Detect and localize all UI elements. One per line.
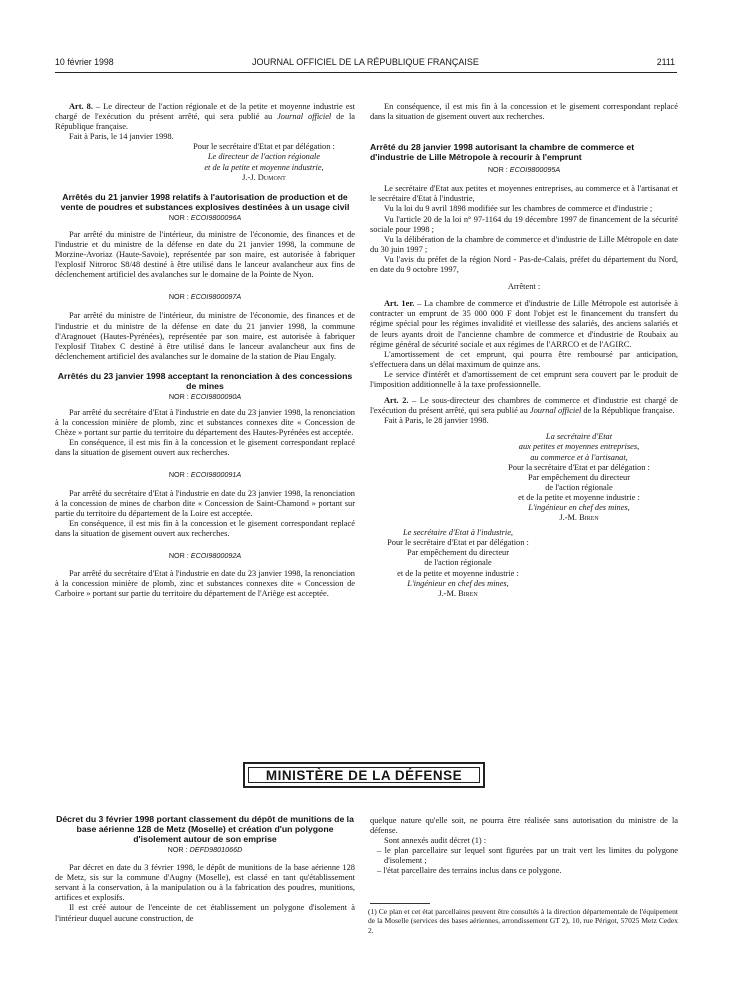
article-2: Art. 2. – Le sous-directeur des chambres de commerce et d'industrie est chargé de l'exécution du présent arrêté, qui sera publié au Journal officiel de la République française. [370,396,678,416]
nor-reference: NOR : ECOI9800092A [168,551,242,560]
annex-list [370,846,678,876]
decree-title: Décret du 3 février 1998 portant classement du dépôt de munitions de la base aérienne 128 de Metz (Moselle) et création d'un polygone d'isolement autour de son emprise [56,814,354,844]
visa: Vu la délibération de la chambre de commerce et d'industrie de Lille Métropole en date du 30 juin 1997 ; [370,234,678,254]
page-number: 2111 [656,57,675,67]
header-date: 10 février 1998 [55,57,114,67]
paragraph: Par décret en date du 3 février 1998, le dépôt de munitions de la base aérienne 128 de Metz, sis sur la commune d'Augny (Moselle), est classé en tant qu'établissement servant à la conservation, à la manipulation ou à la fabrication des poudres, munitions, artifices et explosifs. [55,863,355,903]
visa: Vu la loi du 9 avril 1898 modifiée sur les chambres de commerce et d'industrie ; [384,204,653,214]
article-1: Art. 1er. – La chambre de commerce et d'industrie de Lille Métropole est autorisée à contracter un emprunt de 35 000 000 F dont l'objet est le financement du transfert du régime spécial pour les régimes invalidité et vieillesse des salariés, des anciens salariés et de leurs ayants droit de l'ancienne chambre de commerce et d'industrie de Roubaix au régime général de sécurité sociale et aux régimes de l'ARRCO et de l'AGIRC. [370,299,678,349]
left-column-top [55,102,355,599]
fait-a-paris: Fait à Paris, le 28 janvier 1998. [384,416,489,426]
footnote: (1) Ce plan et cet état parcellaires peuvent être consultés à la direction départementale de l'équipement de la Moselle (services des bases aériennes, arrondissement GT 2), 10, rue Périgot, 57025 Metz Cedex 2. [368,907,678,935]
section-title-explosives: Arrêtés du 21 janvier 1998 relatifs à l'autorisation de production et de vente de poudres et substances explosives destinées à un usage civil [60,191,350,212]
nor-reference: NOR : ECOI9800095A [487,165,561,175]
section-title-mines: Arrêtés du 23 janvier 1998 acceptant la renonciation à des concessions de mines [57,370,353,391]
paragraph: L'amortissement de cet emprunt, qui pourra être remboursé par anticipation, s'effectuera dans un délai maximum de quinze ans. [370,349,678,369]
left-column-bottom [55,814,355,924]
visa: Vu l'avis du préfet de la région Nord - Pas-de-Calais, préfet du département du Nord, en date du 9 octobre 1997, [370,254,678,275]
paragraph: En conséquence, il est mis fin à la concession et le gisement correspondant replacé dans la situation de gisement ouvert aux recherches. [370,102,678,122]
paragraph: Le service d'intérêt et d'amortissement de cet emprunt sera couvert par le produit de l'imposition additionnelle à la taxe professionnelle. [370,369,678,389]
paragraph: Par arrêté du secrétaire d'Etat à l'industrie en date du 23 janvier 1998, la renonciation à la concession de mines de charbon dite « Concession de Saint-Chamond » portant sur partie du territoire du département de la Loire est acceptée. [55,488,355,518]
paragraph: quelque nature qu'elle soit, ne pourra être réalisée sans autorisation du ministre de la défense. [370,816,678,836]
signature-block: Pour le secrétaire d'Etat et par délégation : Le directeur de l'action régionale et de la petite et moyenne industrie, J.-J. Dumont [193,142,335,182]
signature-block-a: La secrétaire d'Etat aux petites et moyennes entreprises, au commerce et à l'artisanat, Pour la secrétaire d'Etat et par délégation : Par empêchement du directeur de l'action régionale et de la petite et moyenne industrie : L'ingénieur en chef des mines, J.-M. Biren [508,432,650,523]
right-column-top [370,102,678,599]
footnote-rule [370,903,430,904]
paragraph: Par arrêté du secrétaire d'Etat à l'industrie en date du 23 janvier 1998, la renonciation à la concession minière de plomb, zinc et substances connexes dite « Concession de Carboire » portant sur partie du territoire du département de l'Ariège est acceptée. [55,569,355,599]
paragraph: En conséquence, il est mis fin à la concession et le gisement correspondant replacé dans la situation de gisement ouvert aux recherches. [55,518,355,538]
ministry-heading: MINISTÈRE DE LA DÉFENSE [243,762,485,788]
signature-block-b: Le secrétaire d'Etat à l'industrie, Pour le secrétaire d'Etat et par délégation : Par empêchement du directeur de l'action régionale et de la petite et moyenne industrie : L'ingénieur en chef des mines, J.-M. Biren [387,528,529,598]
right-column-bottom [370,816,678,877]
annex-intro: Sont annexés audit décret (1) : [384,836,487,846]
header-rule [55,72,677,73]
paragraph: Par arrêté du secrétaire d'Etat à l'industrie en date du 23 janvier 1998, la renonciation à la concession minière de plomb, zinc et substances connexes dite « Concession de Chèze » portant sur partie du territoire du département des Hautes-Pyrénées est acceptée. [55,407,355,438]
journal-title: JOURNAL OFFICIEL DE LA RÉPUBLIQUE FRANÇAISE [252,57,479,67]
nor-reference: NOR : ECOI9800090A [168,391,242,401]
list-item: – le plan parcellaire sur lequel sont figurées par un trait vert les limites du polygone d'isolement ; [370,846,678,866]
article-8: Art. 8. – Le directeur de l'action régionale et de la petite et moyenne industrie est chargé de l'exécution du présent arrêté, qui sera publié au Journal officiel de la République française. [55,102,355,132]
nor-reference: NOR : DEFD9801066D [167,845,243,854]
paragraph: Par arrêté du ministre de l'intérieur, du ministre de l'économie, des finances et de l'industrie et du ministre de la défense en date du 21 janvier 1998, la commune d'Aragnouet (Hautes-Pyrénées), représentée par son maire, est autorisée à fabriquer l'explosif Titabex C destiné à être utilisé dans le lanceur avalancheur aux fins de déclenchement artificiel des avalanches sur le domaine de la station de Piau Engaly. [55,311,355,361]
nor-reference: NOR : ECOI9800097A [168,292,242,302]
section-title-emprunt: Arrêté du 28 janvier 1998 autorisant la chambre de commerce et d'industrie de Lille Métropole à recourir à l'emprunt [370,142,635,163]
paragraph: Il est créé autour de l'enceinte de cet établissement un polygone d'isolement à l'intérieur duquel aucune construction, de [55,903,355,923]
list-item: – l'état parcellaire des terrains inclus dans ce polygone. [370,866,678,876]
paragraph: En conséquence, il est mis fin à la concession et le gisement correspondant replacé dans la situation de gisement ouvert aux recherches. [55,438,355,458]
nor-reference: NOR : ECOI9800096A [168,212,242,222]
fait-a-paris: Fait à Paris, le 14 janvier 1998. [69,132,174,142]
paragraph: Le secrétaire d'Etat aux petites et moyennes entreprises, au commerce et à l'artisanat et le secrétaire d'Etat à l'industrie, [370,184,678,204]
nor-reference: NOR : ECOI9800091A [168,470,242,480]
arretent-heading: Arrêtent : [507,282,541,292]
visa: Vu l'article 20 de la loi n° 97-1164 du 19 décembre 1997 de financement de la sécurité sociale pour 1998 ; [370,214,678,234]
paragraph: Par arrêté du ministre de l'intérieur, du ministre de l'économie, des finances et de l'industrie et du ministre de la défense en date du 21 janvier 1998, la commune de Morzine-Avoriaz (Haute-Savoie), représentée par son maire, est autorisée à fabriquer l'explosif Nitroroc S8/48 destiné à être utilisé dans le lanceur avalancheur aux fins de déclenchement artificiel des avalanches sur le domaine de la Pointe de Nyon. [55,229,355,280]
